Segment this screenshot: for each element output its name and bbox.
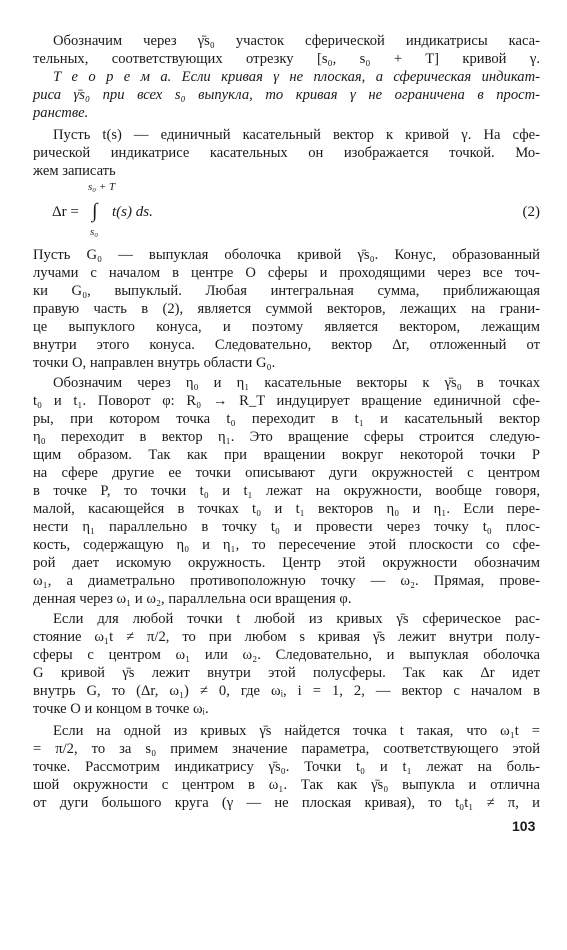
text-line: це выпуклого конуса, и поэтому является вектором, лежащим (33, 319, 540, 335)
text-line: стояние ω₁t ≠ π/2, то при любом s кривая γ̄s лежит внутри полу- (33, 629, 540, 645)
integral-lower-limit: s₀ (90, 226, 99, 238)
text-line: = π/2, то за s₀ примем значение параметра, соответствующего этой (33, 741, 540, 757)
text-line: Пусть t(s) — единичный касательный вектор к кривой γ. На сфе- (53, 127, 540, 143)
text-line: точки O, направлен внутрь области G₀. (33, 355, 276, 371)
text-line: ω₁, а диаметрально противоположную точку — ω₂. Прямая, прове- (33, 573, 540, 589)
text-line: точке O и концом в точке ωᵢ. (33, 701, 209, 717)
page-number: 103 (512, 818, 536, 834)
text-line: точке. Рассмотрим индикатрису γ̄s₀. Точки t₀ и t₁ лежат на боль- (33, 759, 540, 775)
integrand: t(s) ds. (112, 204, 153, 220)
text-line: шой окружности с центром в ω₁. Так как γ̄s₀ выпукла и отлична (33, 777, 540, 793)
integral-upper-limit: s₀ + T (88, 181, 116, 193)
integral-sign: ∫ (92, 200, 98, 222)
text-line: ки G₀, выпуклый. Любая интегральная сумма, приближающая (33, 283, 540, 299)
text-line: от дуги большого круга (γ — не плоская кривая), то t₀t₁ ≠ π, и (33, 795, 540, 811)
text-line: G кривой γ̄s лежит внутри этой полусферы. Так как Δr идет (33, 665, 540, 681)
text-line: внутрь G, то (Δr, ω₁) ≠ 0, где ωᵢ, i = 1, 2, — вектор с началом в (33, 683, 540, 699)
text-line: лучами с началом в центре O сферы и проходящими через все точ- (33, 265, 540, 281)
theorem-line: Т е о р е м а. Если кривая γ не плоская, а сферическая индикат- (53, 69, 540, 85)
text-line: кость, содержащую η₀ и η₁, то пересечение этой плоскости со сфе- (33, 537, 540, 553)
text-line: жем записать (33, 163, 116, 179)
text-line: Обозначим через η₀ и η₁ касательные векторы к γ̄s₀ в точках (53, 375, 540, 391)
text-line: Обозначим через γ̄s₀ участок сферической индикатрисы каса- (53, 33, 540, 49)
text-line: рической индикатрисе касательных он изображается точкой. Мо- (33, 145, 540, 161)
text-line: денная через ω₁ и ω₂, параллельна оси вращения φ. (33, 591, 352, 607)
text-line: Если на одной из кривых γ̄s найдется точка t такая, что ω₁t = (53, 723, 540, 739)
text-line: тельных, соответствующих отрезку [s₀, s₀ + T] кривой γ. (33, 51, 540, 67)
equation-number: (2) (522, 204, 540, 220)
formula-lhs: Δr = (52, 204, 79, 220)
text-line: щим образом. Так как при вращении вокруг некоторой точки P (33, 447, 540, 463)
text-line: правую часть в (2), является суммой векторов, лежащих на грани- (33, 301, 540, 317)
text-line: нести η₁ параллельно в точку t₀ и провести через точку t₀ плос- (33, 519, 540, 535)
text-line: в точке P, то точки t₀ и t₁ лежат на окружности, вообще говоря, (33, 483, 540, 499)
text-line: малой, касающейся в точках t₀ и t₁ векторов η₀ и η₁. Если пере- (33, 501, 540, 517)
text-line: рой дает искомую окружность. Центр этой окружности обозначим (33, 555, 540, 571)
text-line: сферы с центром ω₁ или ω₂. Следовательно, и выпуклая оболочка (33, 647, 540, 663)
theorem-line: риса γ̄s₀ при всех s₀ выпукла, то кривая γ не ограничена в прост- (33, 87, 540, 103)
text-line: Пусть G₀ — выпуклая оболочка кривой γ̄s₀. Конус, образованный (33, 247, 540, 263)
text-line: Если для любой точки t любой из кривых γ̄s сферическое рас- (53, 611, 540, 627)
text-line: на сфере другие ее точки описывают дуги окружностей с центром (33, 465, 540, 481)
theorem-line: ранстве. (33, 105, 89, 121)
text-line: t₀ и t₁. Поворот φ: R₀ → R_T индуцирует вращение единичной сфе- (33, 393, 540, 409)
text-line: η₀ переходит в вектор η₁. Это вращение сферы строится следую- (33, 429, 540, 445)
text-line: ры, при котором точка t₀ переходит в t₁ и касательный вектор (33, 411, 540, 427)
text-line: внутри этого конуса. Следовательно, вектор Δr, отложенный от (33, 337, 540, 353)
